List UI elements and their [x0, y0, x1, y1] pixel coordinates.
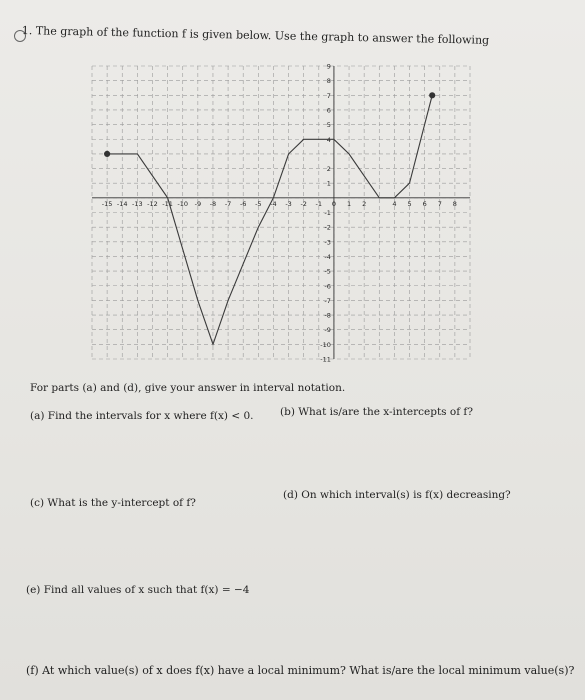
x-tick-label: 5	[407, 199, 412, 208]
x-tick-label: -7	[224, 199, 232, 208]
question-intro: The graph of the function f is given below. Use the graph to answer the following	[35, 24, 490, 47]
y-tick-label: -2	[324, 223, 331, 232]
function-curve	[107, 95, 432, 344]
y-tick-label: -9	[324, 326, 331, 335]
x-tick-label: -9	[194, 199, 202, 208]
y-tick-label: 9	[326, 62, 331, 71]
x-tick-label: -15	[101, 199, 113, 208]
endpoint-dot	[105, 151, 110, 156]
x-tick-label: 8	[452, 199, 457, 208]
x-tick-label: 7	[437, 199, 442, 208]
x-tick-label: 1	[346, 199, 352, 208]
x-tick-label: -12	[147, 199, 158, 208]
part-d: (d) On which interval(s) is f(x) decreasing?	[283, 489, 511, 501]
y-tick-label: -4	[324, 252, 331, 261]
x-tick-label: -5	[255, 199, 262, 208]
x-tick-label: -3	[285, 199, 292, 208]
x-tick-label: -2	[300, 199, 307, 208]
x-tick-label: -10	[177, 199, 189, 208]
y-tick-label: -5	[324, 267, 331, 276]
y-tick-label: -1	[324, 209, 331, 217]
question-header	[22, 24, 490, 47]
x-tick-label: -8	[209, 199, 217, 208]
endpoint-dot	[430, 93, 435, 98]
y-tick-label: -7	[324, 296, 331, 305]
y-tick-label: 5	[326, 121, 331, 130]
x-tick-label: 6	[422, 199, 427, 208]
part-f: (f) At which value(s) of x does f(x) have a local minimum? What is/are the local minimum value(s)?	[26, 664, 575, 677]
y-tick-label: 2	[326, 165, 331, 174]
x-tick-label: 4	[392, 199, 397, 208]
x-tick-label: -1	[315, 199, 323, 208]
x-tick-label: -14	[116, 199, 128, 208]
x-tick-label: 2	[362, 199, 367, 208]
y-tick-label: 7	[326, 91, 331, 100]
function-graph	[86, 60, 476, 365]
y-tick-label: -3	[324, 238, 331, 247]
y-tick-label: -11	[320, 355, 331, 364]
question-number: 1.	[21, 24, 33, 38]
y-tick-label: 8	[326, 77, 331, 86]
instructions: For parts (a) and (d), give your answer in interval notation.	[30, 382, 346, 394]
y-tick-label: -8	[324, 311, 331, 320]
x-tick-label: -13	[132, 199, 143, 208]
x-tick-label: -11	[162, 199, 173, 208]
x-tick-label: -4	[270, 199, 277, 208]
part-a: (a) Find the intervals for x where f(x) < 0.	[30, 410, 254, 422]
part-e: (e) Find all values of x such that f(x) = −4	[26, 584, 250, 596]
y-tick-label: -10	[320, 340, 331, 349]
y-tick-label: -6	[324, 282, 331, 291]
part-c: (c) What is the y-intercept of f?	[30, 497, 196, 509]
x-tick-label: -6	[239, 199, 247, 208]
y-tick-label: 1	[326, 179, 331, 188]
y-tick-label: 6	[326, 106, 331, 115]
y-tick-label: 4	[326, 135, 331, 144]
part-b: (b) What is/are the x-intercepts of f?	[280, 406, 473, 418]
x-tick-label: 0	[331, 199, 336, 208]
